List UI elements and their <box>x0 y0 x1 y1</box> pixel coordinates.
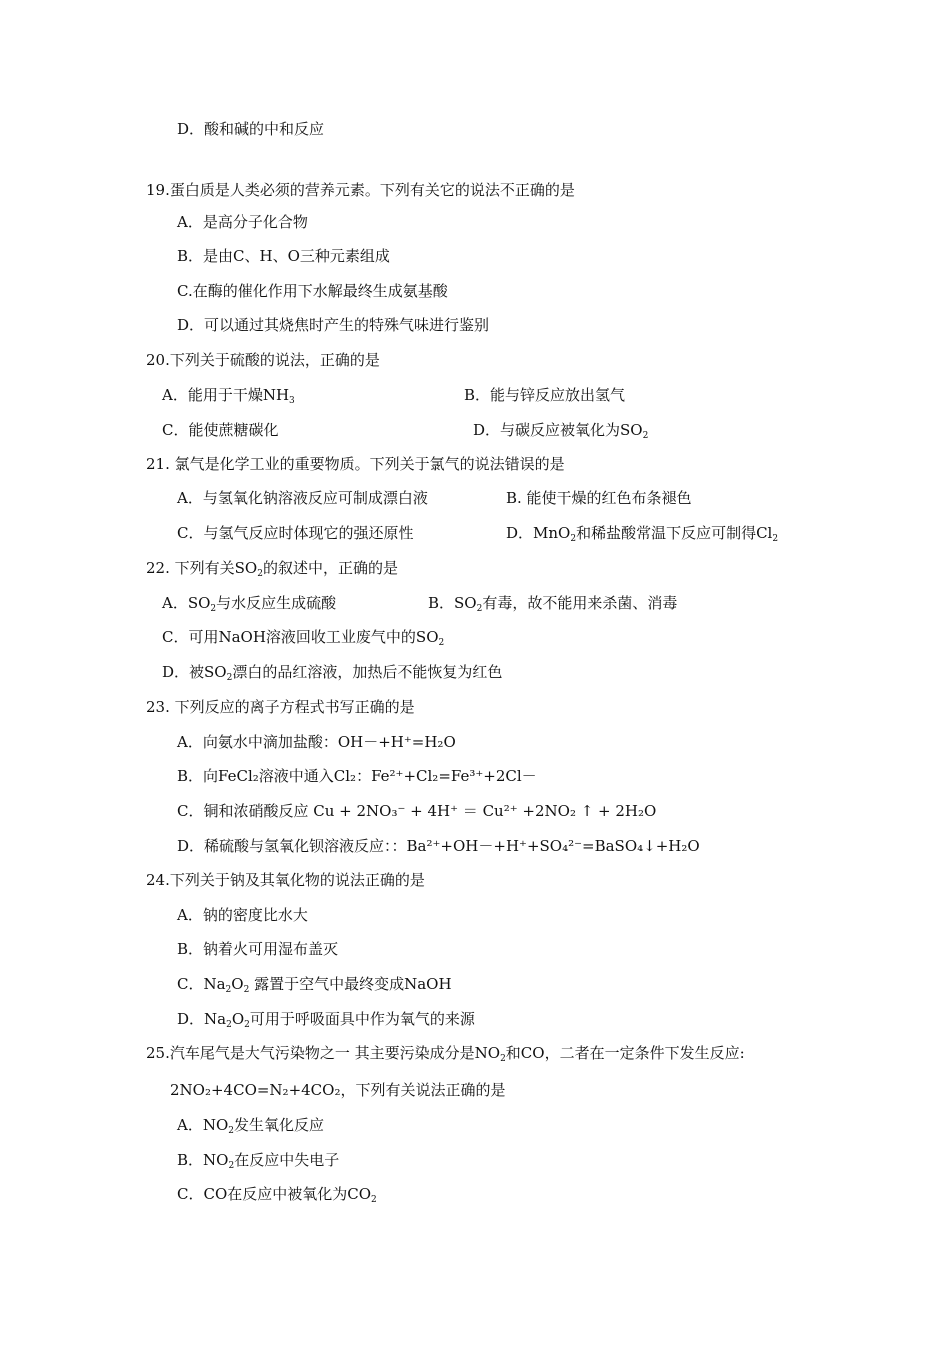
q22-option-c: C．可用NaOH溶液回收工业废气中的$SO_2$ <box>162 628 445 648</box>
q24-option-a: A．钠的密度比水大 <box>177 906 308 924</box>
q25-stem: 25.汽车尾气是大气污染物之一 其主要污染成分是$NO_2$和CO，二者在一定条件下发生反应: <box>146 1044 745 1064</box>
q24-stem: 24.下列关于钠及其氧化物的说法正确的是 <box>146 871 425 889</box>
q25-equation-line: 2NO₂+4CO=N₂+4CO₂，下列有关说法正确的是 <box>170 1081 506 1099</box>
q25-option-a: A．$NO_2$发生氧化反应 <box>177 1116 325 1136</box>
q23-option-a: A．向氨水中滴加盐酸：OH－+H⁺=H₂O <box>177 733 456 751</box>
q22-stem: 22. 下列有关$SO_2$的叙述中，正确的是 <box>146 559 398 579</box>
q23-option-b: B．向FeCl₂溶液中通入Cl₂：Fe²⁺+Cl₂=Fe³⁺+2Cl－ <box>177 767 537 785</box>
q22-option-a: A．$SO_2$与水反应生成硫酸 <box>162 594 337 614</box>
q20-option-b: B．能与锌反应放出氢气 <box>464 386 626 404</box>
q21-option-c: C．与氢气反应时体现它的强还原性 <box>177 524 414 542</box>
q21-stem: 21. 氯气是化学工业的重要物质。下列关于氯气的说法错误的是 <box>146 455 565 473</box>
q25-option-b: B．$NO_2$在反应中失电子 <box>177 1151 340 1171</box>
q24-option-b: B．钠着火可用湿布盖灭 <box>177 940 339 958</box>
q19-option-a: A．是高分子化合物 <box>177 213 308 231</box>
q18-option-d: D．酸和碱的中和反应 <box>177 120 325 138</box>
q20-option-c: C．能使蔗糖碳化 <box>162 421 279 439</box>
q19-option-d: D．可以通过其烧焦时产生的特殊气味进行鉴别 <box>177 316 490 334</box>
q22-option-b: B．$SO_2$有毒，故不能用来杀菌、消毒 <box>428 594 678 614</box>
q19-option-c: C.在酶的催化作用下水解最终生成氨基酸 <box>177 282 448 300</box>
q24-option-c: C．$Na_2O_2$ 露置于空气中最终变成NaOH <box>177 975 452 995</box>
q21-option-a: A．与氢氧化钠溶液反应可制成漂白液 <box>177 489 428 507</box>
q22-option-d: D．被$SO_2$漂白的品红溶液，加热后不能恢复为红色 <box>162 663 503 683</box>
q23-stem: 23. 下列反应的离子方程式书写正确的是 <box>146 698 415 716</box>
q23-option-d: D．稀硫酸与氢氧化钡溶液反应：：Ba²⁺+OH－+H⁺+SO₄²⁻=BaSO₄↓+H₂O <box>177 837 700 855</box>
q21-option-b: B. 能使干燥的红色布条褪色 <box>506 489 692 507</box>
q20-option-a: A．能用于干燥$NH_3$ <box>162 386 295 406</box>
q23-option-c: C．铜和浓硝酸反应 Cu + 2NO₃⁻ + 4H⁺ ＝ Cu²⁺ +2NO₂ ↑ + 2H₂O <box>177 802 657 820</box>
q20-option-d: D．与碳反应被氧化为$SO_2$ <box>473 421 649 441</box>
q25-option-c: C．CO在反应中被氧化为$CO_2$ <box>177 1185 377 1205</box>
q24-option-d: D．$Na_2O_2$可用于呼吸面具中作为氧气的来源 <box>177 1010 475 1030</box>
q20-stem: 20.下列关于硫酸的说法，正确的是 <box>146 351 380 369</box>
q19-option-b: B．是由C、H、O三种元素组成 <box>177 247 390 265</box>
q19-stem: 19.蛋白质是人类必须的营养元素。下列有关它的说法不正确的是 <box>146 181 575 199</box>
q21-option-d: D．MnO$_2$和稀盐酸常温下反应可制得$Cl_2$ <box>506 524 779 544</box>
